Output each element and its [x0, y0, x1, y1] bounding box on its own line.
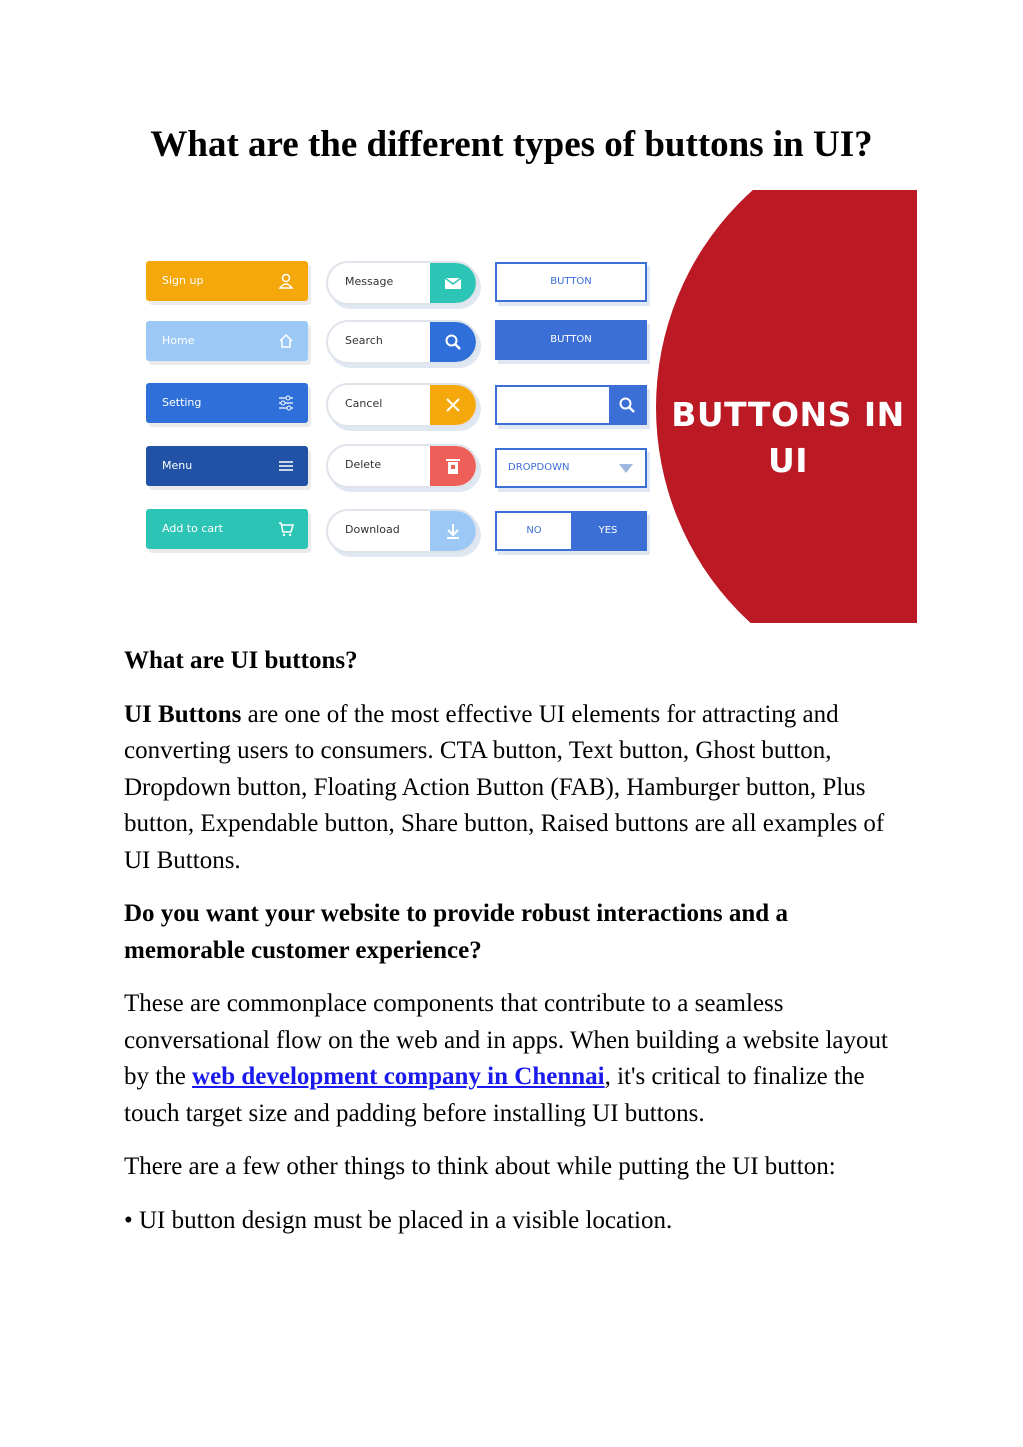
- cancel-label: Cancel: [345, 397, 383, 410]
- add-to-cart-button: [146, 509, 308, 549]
- search-field: [495, 385, 647, 425]
- download-label: Download: [345, 523, 400, 536]
- home-icon: [278, 333, 294, 349]
- delete-button: [326, 444, 478, 488]
- download-icon: [444, 522, 462, 540]
- web-development-link[interactable]: web development company in Chennai: [192, 1063, 605, 1090]
- toggle-no: NO: [526, 525, 542, 536]
- outline-button: BUTTON: [495, 262, 647, 302]
- paragraph-components: [124, 986, 904, 1132]
- paragraph-ui-buttons: [124, 697, 904, 880]
- bullet-visible-location: • UI button design must be placed in a visible location.: [124, 1206, 673, 1234]
- solid-button: BUTTON: [495, 320, 647, 360]
- paragraph-components-before: These are commonplace components that contribute to a seamless conversational flow on the web and in apps. When building a website layout by the: [124, 990, 888, 1090]
- page-title: What are the different types of buttons in UI?: [150, 124, 873, 165]
- cart-icon: [278, 521, 294, 537]
- hero-image: [126, 190, 917, 623]
- menu-label: Menu: [162, 459, 193, 472]
- search-icon: [444, 333, 462, 351]
- cancel-button: [326, 383, 478, 427]
- message-button: [326, 261, 478, 305]
- ui-buttons-bold: UI Buttons: [124, 700, 242, 728]
- delete-label: Delete: [345, 458, 382, 471]
- paragraph-components-after: , it's critical to finalize the touch target size and padding before installing UI buttons.: [124, 1063, 865, 1127]
- sign-up-button: [146, 261, 308, 301]
- home-label: Home: [162, 334, 195, 347]
- article-body: [124, 643, 904, 1239]
- add-to-cart-label: Add to cart: [162, 522, 223, 535]
- hero-banner-line1: BUTTONS IN: [671, 395, 905, 434]
- dropdown-arrow-icon: [619, 464, 633, 473]
- yes-no-toggle: [495, 511, 647, 551]
- heading-what-are-ui-buttons: What are UI buttons?: [124, 647, 358, 674]
- heading-robust-interactions: Do you want your website to provide robust interactions and a memorable customer experience?: [124, 900, 788, 964]
- search-button: [326, 320, 478, 364]
- download-button: [326, 509, 478, 553]
- menu-button: [146, 446, 308, 486]
- dropdown-label: DROPDOWN: [508, 462, 570, 473]
- hero-banner-line2: UI: [767, 441, 809, 480]
- setting-label: Setting: [162, 396, 202, 409]
- envelope-icon: [444, 274, 462, 292]
- home-button: [146, 321, 308, 361]
- setting-button: [146, 383, 308, 423]
- search-icon: [618, 396, 636, 414]
- paragraph-ui-buttons-text: are one of the most effective UI elements for attracting and converting users to consumers. CTA button, Text button, Ghost button, Dropdown button, Floating Action Button (FAB), Hamburger button, Plus button, Expendable button, Share button, Raised buttons are all examples of UI Buttons.: [124, 700, 885, 874]
- message-label: Message: [345, 275, 394, 288]
- hamburger-icon: [278, 458, 294, 474]
- dropdown-button: [495, 448, 647, 488]
- sign-up-label: Sign up: [162, 274, 204, 287]
- close-icon: [444, 396, 462, 414]
- trash-icon: [444, 457, 462, 475]
- sliders-icon: [278, 395, 294, 411]
- search-label: Search: [345, 334, 383, 347]
- hero-banner-text: [663, 392, 913, 484]
- paragraph-other-things: There are a few other things to think about while putting the UI button:: [124, 1153, 836, 1180]
- toggle-yes: YES: [571, 513, 645, 549]
- user-icon: [278, 273, 294, 289]
